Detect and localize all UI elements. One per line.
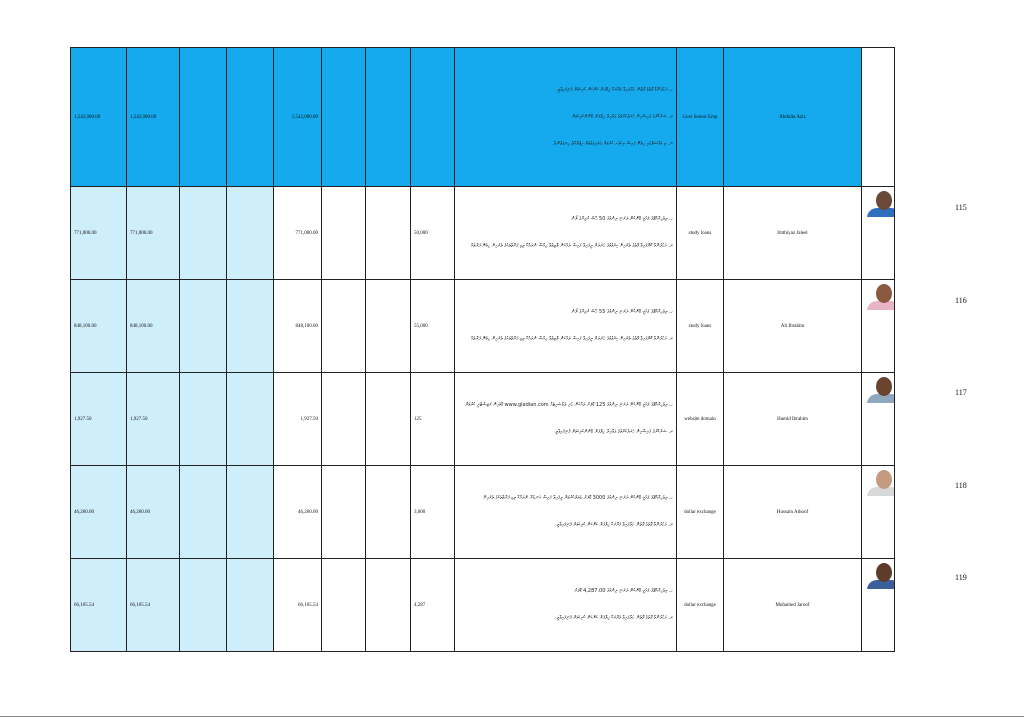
empty-cell — [180, 373, 227, 466]
table-row — [71, 373, 895, 466]
photo-cell — [862, 48, 895, 187]
foreign-amount-cell: 125 — [411, 373, 455, 466]
empty-cell — [227, 466, 274, 559]
empty-cell — [227, 48, 274, 187]
name-cell: Mohamed Jaroof — [724, 559, 862, 652]
category-cell: website domain — [677, 373, 724, 466]
photo-cell — [862, 187, 895, 280]
empty-cell — [366, 466, 411, 559]
empty-cell — [227, 187, 274, 280]
empty-cell — [322, 466, 366, 559]
name-cell: Hamid Ibrahim — [724, 373, 862, 466]
description-cell — [455, 48, 677, 187]
amount-cell: 848,100.00 — [274, 280, 322, 373]
description-line: ހ. ދިވެހިރާއްޖޭގެ ޤައުމީ ބޭންކުން ދަރަނި ދިނުމުގެ 3000 ޑޮލަރު ބަދަލުކުރުމަށް ދީފައިވާ ފައިސާ އަނބުރާ ނުދައްކާ ތިބި ފަރާތްތަކުގެ ތެރެއިން — [483, 495, 673, 501]
table-row — [71, 48, 895, 187]
empty-cell — [366, 559, 411, 652]
amount-cell: 1,542,000.00 — [274, 48, 322, 187]
records-table — [70, 47, 895, 652]
name-cell: Hussain Athoof — [724, 466, 862, 559]
description-line: ށ. ޢަހުދުނާމާ ކޮށްފައިވާ ގޮތުގެ ތެރެއިން ކިޔެވުމުގެ ޚަރަދަށް ދީފައިވާ ފައިސާ ދައްކަން ލާޒިމުވާ ޙިއްޞާ ނުދައްކާ ތިބި ފަރާތްތަކުގެ ތެރެއިން ހިމެނޭ ފަރާތެއް — [470, 336, 673, 342]
table-row — [71, 280, 895, 373]
description-line: ހ. ދިވެހިރާއްޖޭގެ ޤައުމީ ބޭންކުން ދަރަނި ދިނުމުގެ 55 ހާސް ރުފިޔާގެ ލޯނު — [571, 309, 673, 315]
amount-cell: 66,105.54 — [127, 559, 180, 652]
amount-cell: 46,260.00 — [274, 466, 322, 559]
row-number: 115 — [955, 203, 967, 212]
amount-cell: 848,100.00 — [71, 280, 127, 373]
description-line: ށ. ޢަހުދުނާމާ ގޮތުގެ ގޮތުން ހަދާފައިވާ ޤަރާރަކާ ޚިލާފަށް ކަންކަން ކުރިކަމަށް ފެނިފައިވާތީ — [556, 615, 673, 621]
empty-cell — [227, 373, 274, 466]
description-cell — [455, 559, 677, 652]
empty-cell — [322, 280, 366, 373]
amount-cell: 771,000.00 — [274, 187, 322, 280]
description-line: ނ. މި މައްސަލާގައި ހިމެނޭ ފައިސާ ރިކަވަރ ކުރުމަށް ބަލައިގަތުމަށް އިޖުރާއާތު ހިނގަމުންދާ — [553, 140, 673, 147]
description-cell — [455, 373, 677, 466]
foreign-amount-cell: 4,287 — [411, 559, 455, 652]
amount-cell: 66,105.54 — [274, 559, 322, 652]
amount-cell: 1,542,000.00 — [71, 48, 127, 187]
amount-cell: 1,927.50 — [127, 373, 180, 466]
amount-cell: 46,260.00 — [71, 466, 127, 559]
empty-cell — [180, 280, 227, 373]
page-bottom-rule — [0, 716, 1024, 717]
amount-cell: 66,105.54 — [71, 559, 127, 652]
table-row — [71, 466, 895, 559]
amount-cell: 771,000.00 — [71, 187, 127, 280]
description-line: ށ. ޢަހުދުނާމާ ކޮށްފައިވާ ގޮތުގެ ތެރެއިން ކިޔެވުމުގެ ޚަރަދަށް ދީފައިވާ ފައިސާ ދައްކަން ލާޒިމުވާ ޙިއްޞާ ނުދައްކާ ތިބި ފަރާތްތަކުގެ ތެރެއިން ހިމެނޭ ފަރާތެއް — [470, 243, 673, 249]
empty-cell — [322, 48, 366, 187]
empty-cell — [227, 280, 274, 373]
description-line: ށ. ސަރުކާރުގެ ފައިސާއިން ޚަރަދުކުރުމުގެ ގަވާއިދާ ޚިލާފަށް ބޭނުންކުރިކަމަށް ފެނިފައިވާތީ — [555, 429, 673, 435]
report-page — [70, 47, 894, 652]
foreign-amount-cell — [411, 48, 455, 187]
empty-cell — [366, 187, 411, 280]
person-photo — [865, 282, 895, 310]
amount-cell: 848,100.00 — [127, 280, 180, 373]
description-line: ށ. ޢަހުދުނާމާ ގޮތުގެ ގޮތުން ހަދާފައިވާ ޤަރާރަކާ ޚިލާފަށް ކަންކަން ކުރިކަމަށް ފެނިފައިވާތީ — [556, 522, 673, 528]
description-cell — [455, 466, 677, 559]
photo-cell — [862, 373, 895, 466]
amount-cell: 1,542,000.00 — [127, 48, 180, 187]
row-number: 118 — [955, 480, 967, 490]
empty-cell — [366, 373, 411, 466]
foreign-amount-cell: 55,000 — [411, 280, 455, 373]
description-line: ހ. ދިވެހިރާއްޖޭގެ ޤައުމީ ބޭންކުން ދަރަނި ދިނުމުގެ 50 ހާސް ރުފިޔާގެ ލޯނު — [571, 216, 673, 222]
empty-cell — [322, 187, 366, 280]
empty-cell — [180, 466, 227, 559]
description-cell — [455, 187, 677, 280]
category-cell: dollar exchange — [677, 466, 724, 559]
amount-cell: 771,000.00 — [127, 187, 180, 280]
empty-cell — [180, 187, 227, 280]
empty-cell — [322, 559, 366, 652]
description-cell — [455, 280, 677, 373]
person-photo — [865, 375, 895, 403]
name-cell: Abdulla Aziz — [724, 48, 862, 187]
empty-cell — [227, 559, 274, 652]
category-cell: study loans — [677, 187, 724, 280]
empty-cell — [322, 373, 366, 466]
amount-cell: 1,927.50 — [71, 373, 127, 466]
category-cell: dollar exchange — [677, 559, 724, 652]
person-photo — [865, 561, 895, 589]
description-line: ށ. ސަރުކާރުގެ ފައިސާއިން ޚަރަދުކުރުމުގެ ގަވާއިދާ ޚިލާފަށް ބޭނުންކުރިކަމަށް — [571, 113, 673, 120]
category-cell: Govt Senior Emp — [677, 48, 724, 187]
empty-cell — [366, 48, 411, 187]
row-number: 117 — [955, 388, 967, 397]
empty-cell — [180, 559, 227, 652]
empty-cell — [366, 280, 411, 373]
photo-cell — [862, 466, 895, 559]
table-row — [71, 187, 895, 280]
row-number: 116 — [955, 295, 967, 305]
photo-cell — [862, 559, 895, 652]
description-line: ހ. ޢަހުދުނާމާ ގޮތުގެ ގޮތުން ހަދާފައިވާ ޤަރާރަކާ ޚިލާފަށް ކަންކަން ކުރިކަމަށް ފެނިފައިވާތީ — [557, 86, 673, 93]
empty-cell — [180, 48, 227, 187]
amount-cell: 46,260.00 — [127, 466, 180, 559]
description-line: ހ. ދިވެހިރާއްޖޭގެ ޤައުމީ ބޭންކުން ދަރަނި ދިނުމުގެ 4,287.00 ޑޮލަރު — [574, 588, 673, 594]
foreign-amount-cell: 50,000 — [411, 187, 455, 280]
name-cell: Imthiyaz Jaleel — [724, 187, 862, 280]
photo-cell — [862, 280, 895, 373]
description-line: ހ. ދިވެހިރާއްޖޭގެ ޤައުމީ ބޭންކުން ދަރަނި ދިނުމުގެ 125 ޑޮލަރު ދައްކަން ހުރި ވެބްސައިޓެއް www.gladian.com ޑޮމެއިން ރަޖިސްޓްރީ ކުރުމަށް — [465, 402, 673, 408]
person-photo — [865, 468, 895, 496]
amount-cell: 1,927.50 — [274, 373, 322, 466]
person-photo — [865, 189, 895, 217]
category-cell: study loans — [677, 280, 724, 373]
name-cell: Ali Ibrahim — [724, 280, 862, 373]
table-row — [71, 559, 895, 652]
row-number: 119 — [955, 573, 967, 582]
foreign-amount-cell: 3,000 — [411, 466, 455, 559]
